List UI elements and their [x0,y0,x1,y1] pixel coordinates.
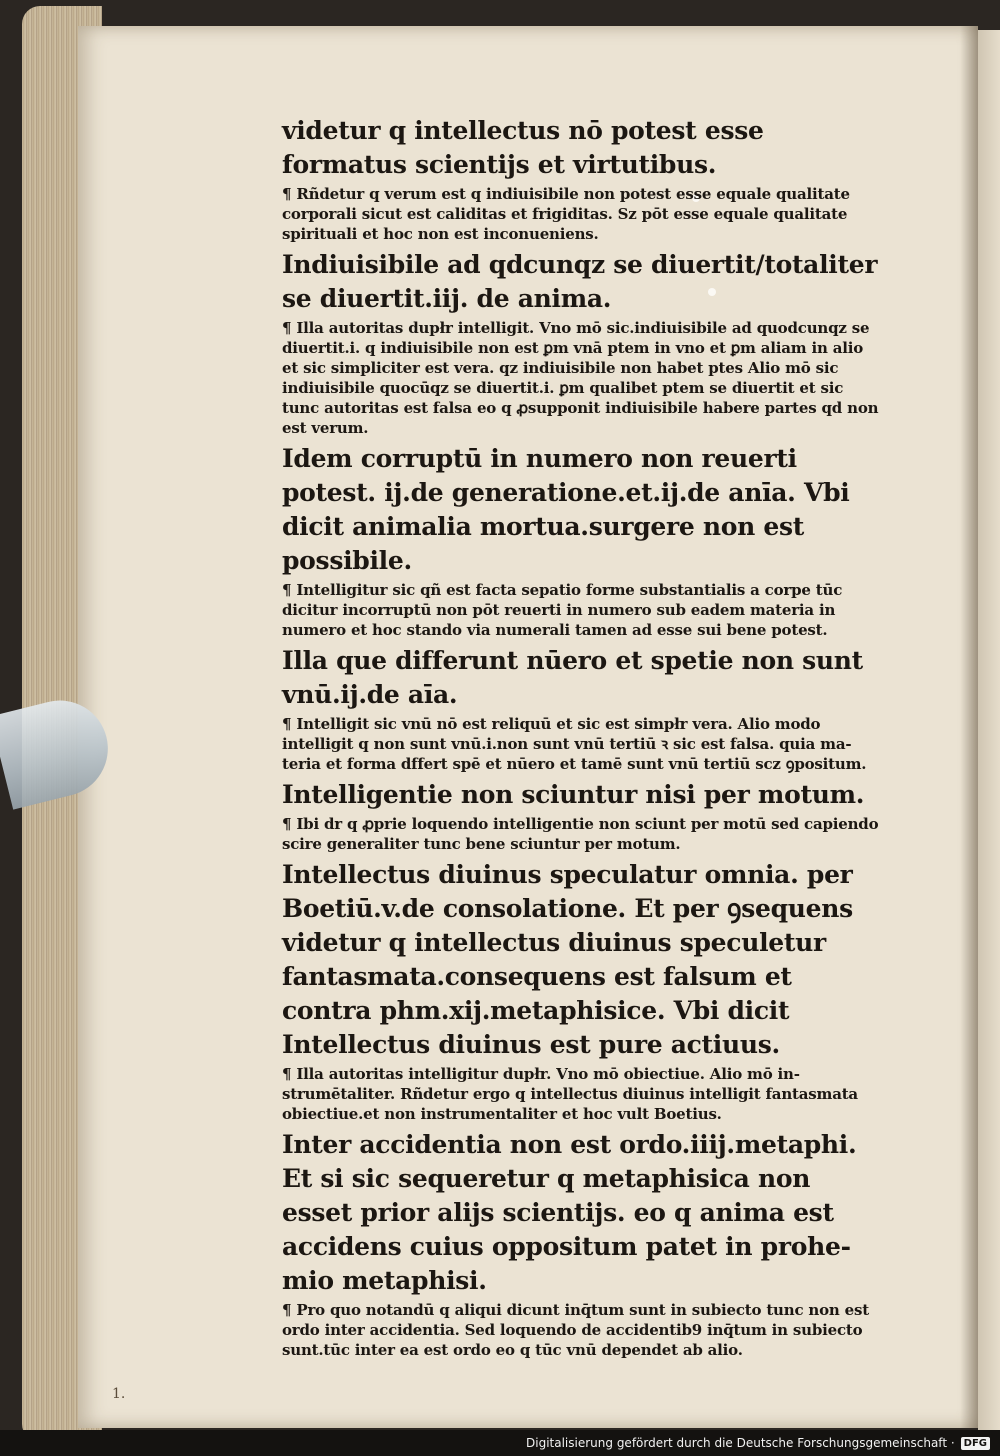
dfg-logo-icon: DFG [961,1437,990,1450]
facing-page-edge [978,30,1000,1430]
text-commentary: ¶ Ibi dr q ꝓprie loquendo intelligentie non sciunt per motū sed capiendo scire generaliter tunc bene sciuntur per motum. [282,815,879,853]
text-heading: Intelligentie non sciuntur nisi per motum. [282,780,865,809]
footer-credit: Digitalisierung gefördert durch die Deutsche Forschungsgemeinschaft · [526,1436,955,1450]
text-heading: Indiuisibile ad qdcunqz se diuertit/totaliter se diuertit.iij. de anima. [282,250,878,313]
text-heading: Intellectus diuinus speculatur omnia. per Boetiū.v.de consolatione. Et per ꝯsequens videtur q intellectus diuinus speculetur fantasmata.consequens est falsum et contra phm.xij.metaphisice. Vbi dicit Intellectus diuinus est pure actiuus. [282,860,853,1059]
text-commentary: ¶ Rñdetur q verum est q indiuisibile non potest esse equale qualitate corporali sicut est caliditas et frigiditas. Sz pōt esse equale qualitate spirituali et hoc non est inconueniens. [282,185,850,243]
text-heading: Inter accidentia non est ordo.iiij.metaphi. Et si sic sequeretur q metaphisica non esset prior alijs scientijs. eo q anima est accidens cuius oppositum patet in prohemio metaphisi. [282,1130,857,1295]
footer-bar [0,1430,1000,1456]
page-text [282,114,882,1364]
text-heading: Idem corruptū in numero non reuerti potest. ij.de generatione.et.ij.de anīa. Vbi dicit animalia mortua.surgere non est possibile. [282,444,850,575]
margin-note: 1. [112,1386,126,1402]
text-heading: videtur q intellectus nō potest esse formatus scientijs et virtutibus. [282,116,764,179]
text-commentary: ¶ Illa autoritas intelligitur dupłr. Vno mō obiectiue. Alio mō instrumētaliter. Rñdetur ergo q intellectus diuinus intelligit fantasmata obiectiue.et non instrumentaliter et hoc vult Boetius. [282,1065,858,1123]
text-commentary: ¶ Intelligitur sic qñ est facta sepatio forme substantialis a corpe tūc dicitur incorruptū non pōt reuerti in numero sub eadem materia in numero et hoc stando via numerali tamen ad esse sui bene potest. [282,581,843,639]
text-commentary: ¶ Illa autoritas dupłr intelligit. Vno mō sic.indiuisibile ad quodcunqz se diuertit.i. q indiuisibile non est ꝑm vnā ptem in vno et ꝑm aliam in alio et sic simpliciter est vera. qz indiuisibile non habet ptes Alio mō sic indiuisibile quocūqz se diuertit.i. ꝑm qualibet ptem se diuertit et sic tunc autoritas est falsa eo q ꝓsupponit indiuisibile habere partes qd non est verum. [282,319,879,437]
text-heading: Illa que differunt nūero et spetie non sunt vnū.ij.de aīa. [282,646,863,709]
page-gutter [960,26,978,1428]
text-commentary: ¶ Pro quo notandū q aliqui dicunt inq̄tum sunt in subiecto tunc non est ordo inter accidentia. Sed loquendo de accidentib9 inq̄tum in subiecto sunt.tūc inter ea est ordo eo q tūc vnū dependet ab alio. [282,1301,869,1359]
text-commentary: ¶ Intelligit sic vnū nō est reliquū et sic est simpłr vera. Alio modo intelligit q non sunt vnū.i.non sunt vnū tertiū ꝛ sic est falsa. quia materia et forma dffert spē et nūero et tamē sunt vnū tertiū scz ꝯpositum. [282,715,867,773]
